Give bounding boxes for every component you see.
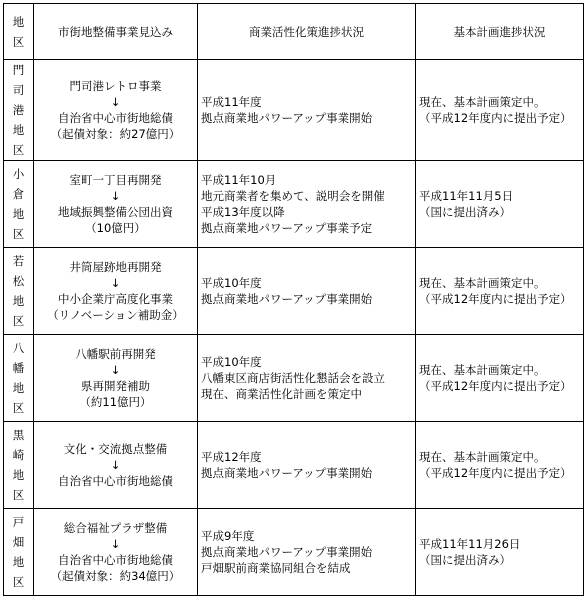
projects-line: 門司港レトロ事業 xyxy=(69,79,162,93)
projects-line: （約11億円） xyxy=(79,395,152,409)
district-cell xyxy=(4,248,34,335)
district-name-char: 松 xyxy=(12,274,25,288)
table-row xyxy=(4,248,584,335)
district-name-char: 地 xyxy=(12,207,25,221)
table-body xyxy=(4,60,584,596)
district-name-char: 地 xyxy=(12,123,25,137)
projects-line: 井筒屋跡地再開発 xyxy=(69,260,162,274)
district-name-char: 幡 xyxy=(12,361,25,375)
district-name xyxy=(4,425,33,505)
commerce-cell xyxy=(198,60,416,161)
down-arrow-icon: ↓ xyxy=(110,363,121,377)
table-row xyxy=(4,335,584,422)
district-name-char: 戸 xyxy=(12,515,25,529)
district-name-char: 地 xyxy=(12,381,25,395)
district-cell xyxy=(4,335,34,422)
projects-line: 自治省中心市街地総債 xyxy=(58,111,173,125)
district-name-char: 区 xyxy=(12,143,25,157)
district-name-char: 地 xyxy=(12,468,25,482)
district-name-char: 畑 xyxy=(12,535,25,549)
projects-line: 八幡駅前再開発 xyxy=(75,347,156,361)
district-name-char: 地 xyxy=(12,555,25,569)
commerce-cell xyxy=(198,422,416,509)
projects-line: （リノベーション補助金） xyxy=(47,308,184,322)
district-name-char: 門 xyxy=(12,63,25,77)
commerce-line: 平成13年度以降 xyxy=(201,205,285,219)
district-name xyxy=(4,512,33,592)
district-name-char: 黒 xyxy=(12,428,25,442)
header-district-char: 区 xyxy=(12,34,25,49)
projects-line: 中小企業庁高度化事業 xyxy=(58,292,173,306)
projects-cell xyxy=(34,335,198,422)
commerce-line: 現在、商業活性化計画を策定中 xyxy=(201,387,362,401)
projects-line: （10億円） xyxy=(85,221,146,235)
projects-line: （起債対象：約34億円） xyxy=(50,569,181,583)
header-district xyxy=(4,4,34,60)
district-name-char: 港 xyxy=(12,103,25,117)
projects-line: 自治省中心市街地総債 xyxy=(58,553,173,567)
district-cell xyxy=(4,161,34,248)
commerce-line: 平成11年度 xyxy=(201,95,262,109)
commerce-cell xyxy=(198,161,416,248)
plan-line: 現在、基本計画策定中。 xyxy=(419,450,546,464)
plan-line: （平成12年度内に提出予定） xyxy=(419,466,572,480)
header-projects: 市街地整備事業見込み xyxy=(34,4,198,60)
district-name-char: 区 xyxy=(12,488,25,502)
down-arrow-icon: ↓ xyxy=(110,537,121,551)
district-name-char: 八 xyxy=(12,341,25,355)
district-name-char: 区 xyxy=(12,575,25,589)
commerce-line: 拠点商業地パワーアップ事業開始 xyxy=(201,545,373,559)
projects-cell xyxy=(34,422,198,509)
projects-cell xyxy=(34,248,198,335)
plan-line: （国に提出済み） xyxy=(419,205,511,219)
commerce-line: 拠点商業地パワーアップ事業予定 xyxy=(201,221,373,235)
projects-line: 地域振興整備公団出資 xyxy=(58,205,173,219)
table-row xyxy=(4,422,584,509)
commerce-cell xyxy=(198,509,416,596)
district-name-char: 若 xyxy=(12,254,25,268)
plan-line: 平成11年11月5日 xyxy=(419,189,514,203)
plan-line: 現在、基本計画策定中。 xyxy=(419,95,546,109)
header-commerce: 商業活性化策進捗状況 xyxy=(198,4,416,60)
district-name xyxy=(4,164,33,244)
header-plan: 基本計画進捗状況 xyxy=(416,4,584,60)
plan-line: 現在、基本計画策定中。 xyxy=(419,363,546,377)
progress-table xyxy=(3,3,584,596)
plan-line: （平成12年度内に提出予定） xyxy=(419,292,572,306)
commerce-line: 平成12年度 xyxy=(201,450,262,464)
down-arrow-icon: ↓ xyxy=(110,276,121,290)
plan-line: 現在、基本計画策定中。 xyxy=(419,276,546,290)
commerce-line: 八幡東区商店街活性化懇話会を設立 xyxy=(201,371,385,385)
projects-line: 文化・交流拠点整備 xyxy=(63,442,168,456)
plan-cell xyxy=(416,335,584,422)
district-name xyxy=(4,338,33,418)
projects-line: 自治省中心市街地総債 xyxy=(58,474,173,488)
plan-line: （平成12年度内に提出予定） xyxy=(419,379,572,393)
projects-line: 室町一丁目再開発 xyxy=(69,173,162,187)
commerce-line: 戸畑駅前商業協同組合を結成 xyxy=(201,561,351,575)
commerce-line: 拠点商業地パワーアップ事業開始 xyxy=(201,466,373,480)
projects-line: 県再開発補助 xyxy=(81,379,150,393)
commerce-line: 平成10年度 xyxy=(201,355,262,369)
plan-line: （国に提出済み） xyxy=(419,553,511,567)
down-arrow-icon: ↓ xyxy=(110,189,121,203)
district-cell xyxy=(4,509,34,596)
table-row xyxy=(4,161,584,248)
commerce-line: 平成10年度 xyxy=(201,276,262,290)
commerce-line: 平成11年10月 xyxy=(201,173,277,187)
district-name xyxy=(4,251,33,331)
district-name-char: 地 xyxy=(12,294,25,308)
header-row xyxy=(4,4,584,60)
district-cell xyxy=(4,60,34,161)
projects-line: （起債対象：約27億円） xyxy=(50,127,181,141)
projects-line: 総合福祉プラザ整備 xyxy=(63,521,168,535)
plan-cell xyxy=(416,248,584,335)
district-name-char: 区 xyxy=(12,227,25,241)
commerce-line: 拠点商業地パワーアップ事業開始 xyxy=(201,292,373,306)
projects-cell xyxy=(34,60,198,161)
header-district-char: 地 xyxy=(12,14,25,29)
commerce-cell xyxy=(198,335,416,422)
plan-line: （平成12年度内に提出予定） xyxy=(419,111,572,125)
plan-cell xyxy=(416,161,584,248)
district-name-char: 崎 xyxy=(12,448,25,462)
commerce-line: 平成9年度 xyxy=(201,529,255,543)
district-name-char: 司 xyxy=(12,83,25,97)
district-name-char: 区 xyxy=(12,314,25,328)
plan-cell xyxy=(416,509,584,596)
projects-cell xyxy=(34,161,198,248)
down-arrow-icon: ↓ xyxy=(110,95,121,109)
header-district-vertical xyxy=(4,12,33,52)
plan-line: 平成11年11月26日 xyxy=(419,537,521,551)
table-row xyxy=(4,60,584,161)
district-name-char: 倉 xyxy=(12,187,25,201)
district-cell xyxy=(4,422,34,509)
down-arrow-icon: ↓ xyxy=(110,458,121,472)
plan-cell xyxy=(416,422,584,509)
district-name-char: 小 xyxy=(12,167,25,181)
table-row xyxy=(4,509,584,596)
projects-cell xyxy=(34,509,198,596)
commerce-line: 拠点商業地パワーアップ事業開始 xyxy=(201,111,373,125)
district-name xyxy=(4,60,33,160)
commerce-cell xyxy=(198,248,416,335)
commerce-line: 地元商業者を集めて、説明会を開催 xyxy=(201,189,385,203)
plan-cell xyxy=(416,60,584,161)
district-name-char: 区 xyxy=(12,401,25,415)
